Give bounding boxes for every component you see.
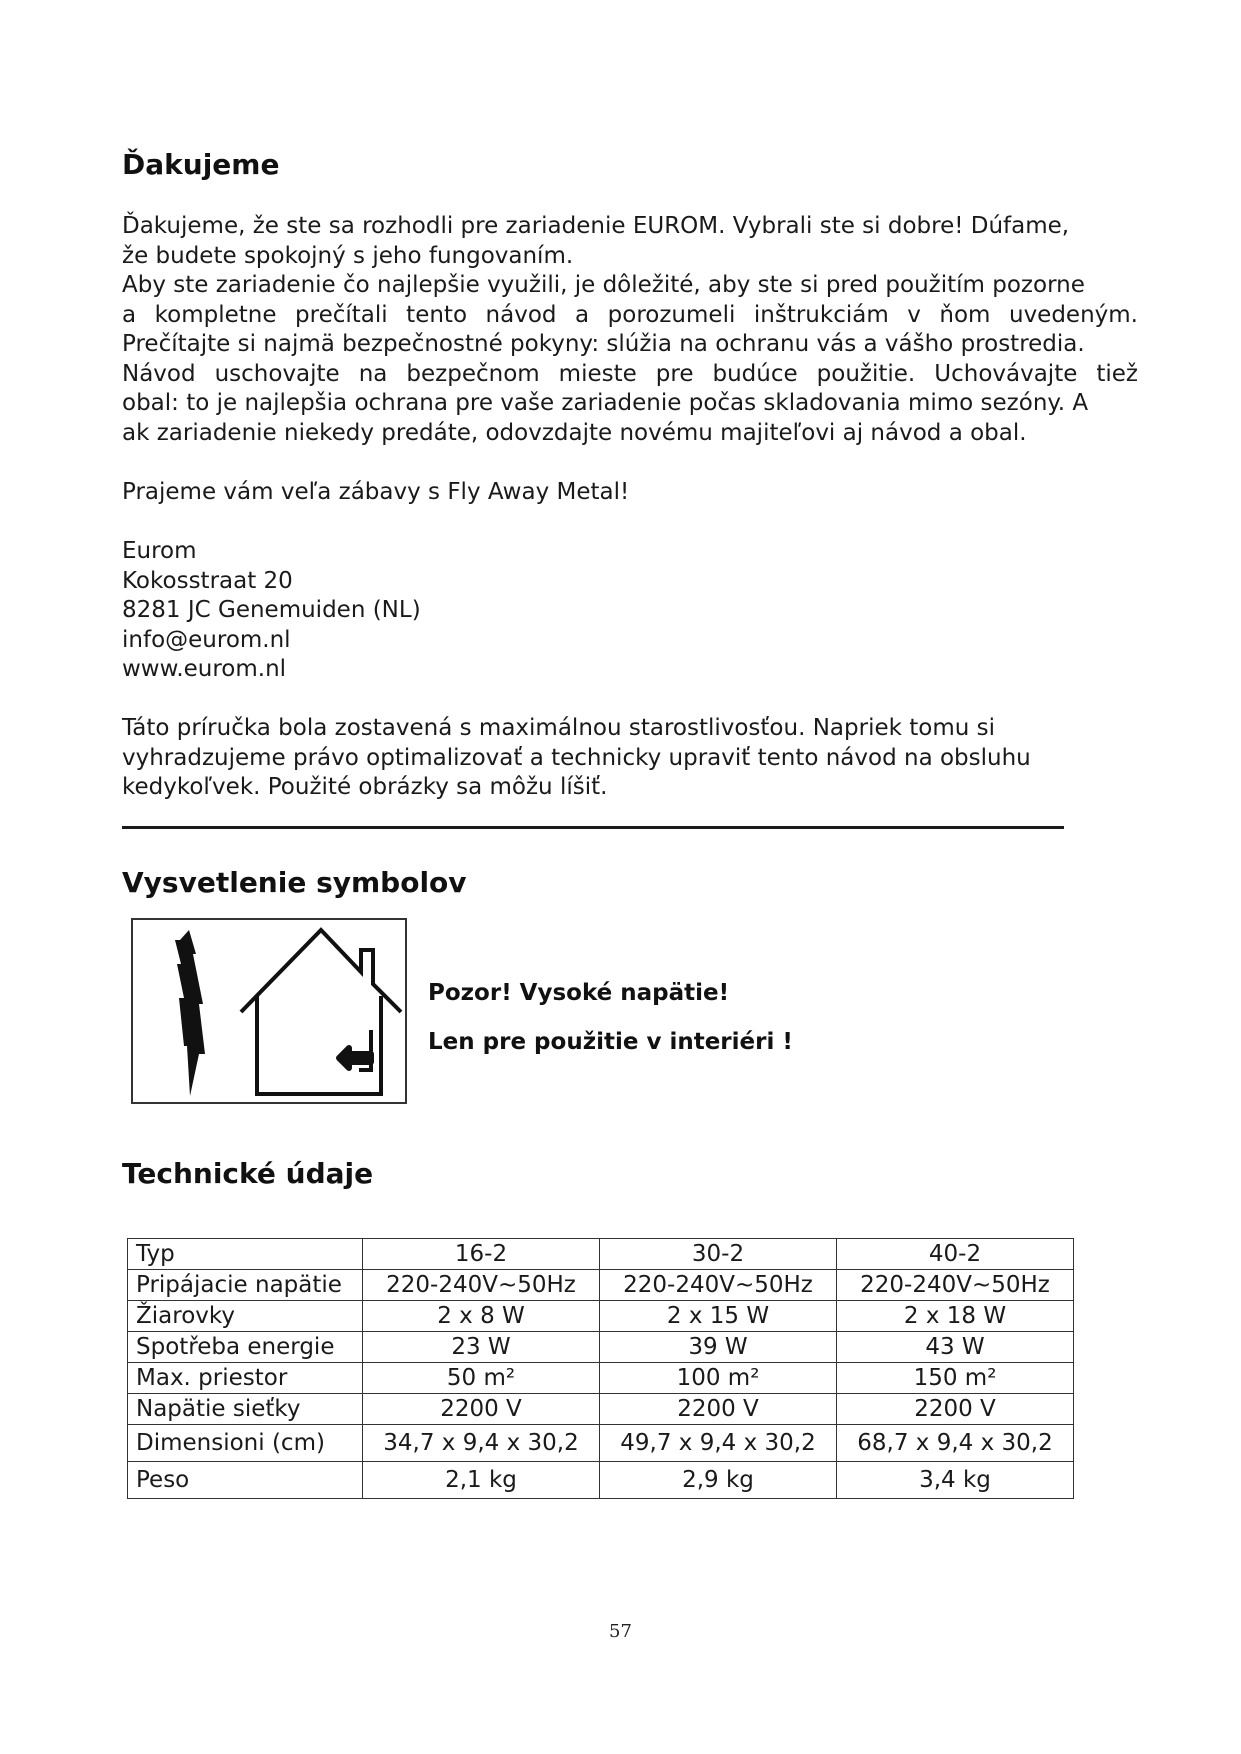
high-voltage-warning: Pozor! Vysoké napätie! (428, 980, 730, 1006)
spec-value: 2 x 8 W (363, 1301, 600, 1332)
disclaimer-line: Táto príručka bola zostavená s maximálnou starostlivosťou. Napriek tomu si (122, 715, 995, 741)
table-row (128, 1425, 1074, 1462)
company-name: Eurom (122, 538, 197, 564)
spec-value: 30-2 (600, 1239, 837, 1270)
intro-line: a kompletne prečítali tento návod a porozumeli inštrukciám v ňom uvedeným. (122, 301, 1138, 328)
intro-line: ak zariadenie niekedy predáte, odovzdajte novému majiteľovi aj návod a obal. (122, 419, 1027, 446)
spec-value: 49,7 x 9,4 x 30,2 (600, 1425, 837, 1462)
page-number: 57 (609, 1621, 632, 1642)
spec-table (127, 1238, 1074, 1499)
spec-value: 2200 V (363, 1394, 600, 1425)
spec-value: 2 x 18 W (837, 1301, 1074, 1332)
spec-value: 43 W (837, 1332, 1074, 1363)
table-row (128, 1270, 1074, 1301)
table-row (128, 1239, 1074, 1270)
intro-line: Prečítajte si najmä bezpečnostné pokyny: slúžia na ochranu vás a vášho prostredia. (122, 331, 1085, 357)
spec-value: 220-240V~50Hz (600, 1270, 837, 1301)
symbols-box (131, 918, 407, 1104)
address-city: 8281 JC Genemuiden (NL) (122, 597, 421, 623)
intro-line: že budete spokojný s jeho fungovaním. (122, 242, 574, 269)
spec-label: Pripájacie napätie (128, 1270, 363, 1301)
spec-label: Žiarovky (128, 1301, 363, 1332)
table-row (128, 1462, 1074, 1499)
spec-label: Typ (128, 1239, 363, 1270)
spec-value: 150 m² (837, 1363, 1074, 1394)
spec-value: 34,7 x 9,4 x 30,2 (363, 1425, 600, 1462)
table-row (128, 1394, 1074, 1425)
intro-line: Ďakujeme, že ste sa rozhodli pre zariadenie EUROM. Vybrali ste si dobre! Dúfame, (122, 213, 1070, 239)
spec-value: 3,4 kg (837, 1462, 1074, 1499)
address-street: Kokosstraat 20 (122, 567, 293, 594)
spec-value: 23 W (363, 1332, 600, 1363)
intro-line: obal: to je najlepšia ochrana pre vaše zariadenie počas skladovania mimo sezóny. A (122, 390, 1089, 416)
spec-value: 2,1 kg (363, 1462, 600, 1499)
table-row (128, 1301, 1074, 1332)
spec-value: 68,7 x 9,4 x 30,2 (837, 1425, 1074, 1462)
spec-value: 39 W (600, 1332, 837, 1363)
spec-value: 16-2 (363, 1239, 600, 1270)
thanks-heading: Ďakujeme (122, 148, 280, 181)
section-divider (122, 826, 1064, 829)
spec-value: 2200 V (837, 1394, 1074, 1425)
spec-value: 2,9 kg (600, 1462, 837, 1499)
disclaimer-line: kedykoľvek. Použité obrázky sa môžu líšiť. (122, 774, 608, 800)
intro-paragraph (122, 212, 1138, 448)
greeting-text: Prajeme vám veľa zábavy s Fly Away Metal! (122, 479, 630, 505)
spec-value: 220-240V~50Hz (363, 1270, 600, 1301)
spec-label: Max. priestor (128, 1363, 363, 1394)
table-row (128, 1363, 1074, 1394)
indoor-use-warning: Len pre použitie v interiéri ! (428, 1029, 793, 1055)
arrow-icon (339, 1048, 371, 1068)
spec-label: Spotřeba energie (128, 1332, 363, 1363)
high-voltage-icon (175, 930, 205, 1096)
spec-value: 100 m² (600, 1363, 837, 1394)
disclaimer-paragraph (122, 714, 1138, 803)
spec-label: Peso (128, 1462, 363, 1499)
spec-label: Dimensioni (cm) (128, 1425, 363, 1462)
spec-value: 2200 V (600, 1394, 837, 1425)
spec-value: 40-2 (837, 1239, 1074, 1270)
indoor-use-icon (241, 930, 401, 1094)
intro-line: Aby ste zariadenie čo najlepšie využili, je dôležité, aby ste si pred použitím pozorne (122, 272, 1085, 298)
intro-line: Návod uschovajte na bezpečnom mieste pre budúce použitie. Uchovávajte tiež (122, 360, 1138, 387)
spec-value: 220-240V~50Hz (837, 1270, 1074, 1301)
spec-label: Napätie sieťky (128, 1394, 363, 1425)
contact-email: info@eurom.nl (122, 626, 291, 653)
company-address (122, 537, 1138, 685)
tech-heading: Technické údaje (122, 1157, 374, 1190)
contact-website: www.eurom.nl (122, 656, 287, 682)
spec-value: 50 m² (363, 1363, 600, 1394)
table-row (128, 1332, 1074, 1363)
disclaimer-line: vyhradzujeme právo optimalizovať a technicky upraviť tento návod na obsluhu (122, 744, 1031, 771)
symbols-heading: Vysvetlenie symbolov (122, 866, 467, 899)
spec-value: 2 x 15 W (600, 1301, 837, 1332)
